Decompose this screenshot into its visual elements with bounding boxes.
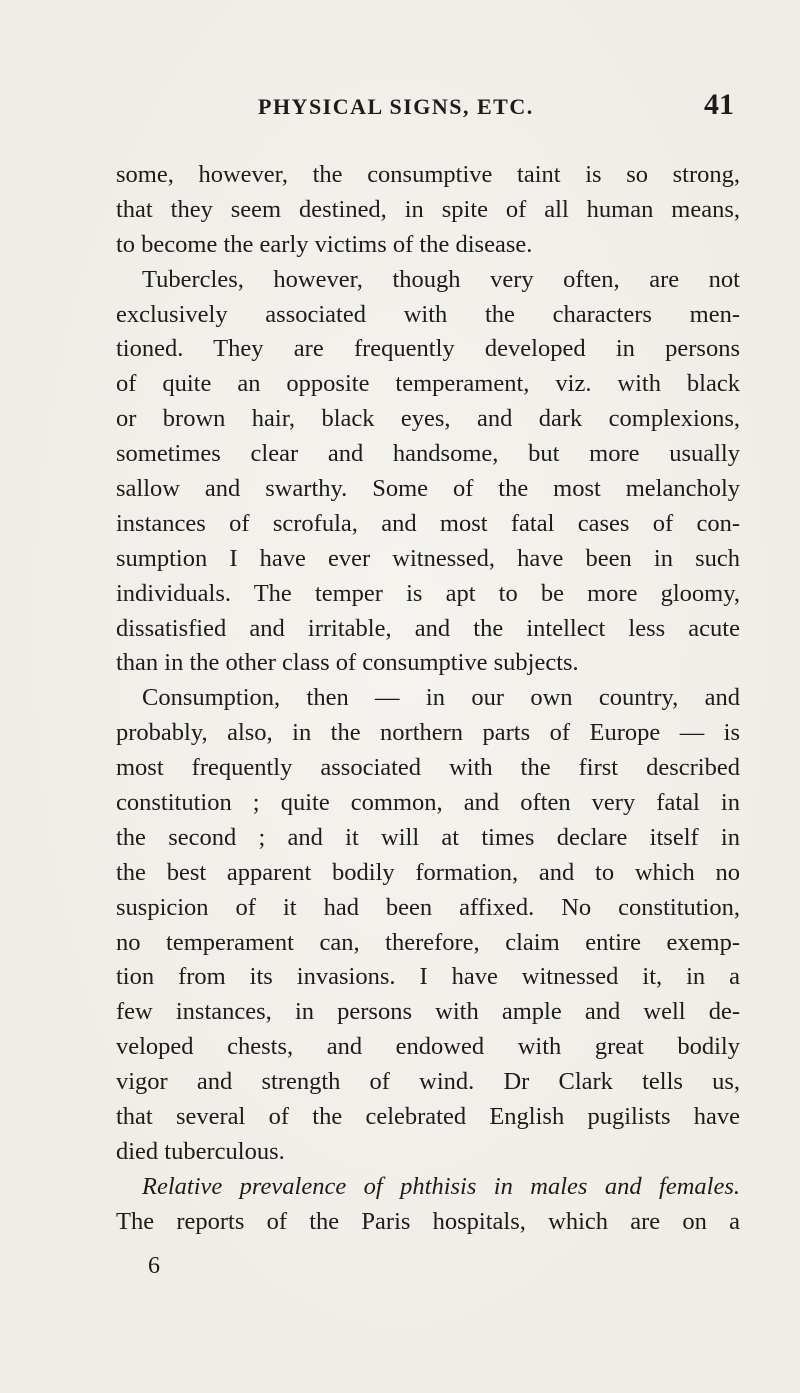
text-line: instances of scrofula, and most fatal cases of con- [116, 509, 740, 537]
text-line: sallow and swarthy. Some of the most melancholy [116, 475, 740, 503]
text-line: died tuberculous. [116, 1137, 285, 1165]
text-line: Consumption, then — in our own country, and [142, 684, 740, 712]
text-line: than in the other class of consumptive subjects. [116, 649, 579, 677]
text-line: to become the early victims of the disease. [116, 230, 533, 258]
text-line: few instances, in persons with ample and well de- [116, 998, 740, 1026]
text-line: no temperament can, therefore, claim entire exemp- [116, 928, 740, 956]
text-line: tion from its invasions. I have witnessed it, in a [116, 963, 740, 991]
text-line: vigor and strength of wind. Dr Clark tells us, [116, 1068, 740, 1096]
text-line: most frequently associated with the first described [116, 754, 740, 782]
signature-mark: 6 [148, 1253, 160, 1279]
text-line: individuals. The temper is apt to be more gloomy, [116, 579, 740, 607]
text-line: that several of the celebrated English pugilists have [116, 1103, 740, 1131]
text-line: of quite an opposite temperament, viz. with black [116, 370, 740, 398]
text-line: sometimes clear and handsome, but more usually [116, 440, 740, 468]
text-line: sumption I have ever witnessed, have been in such [116, 544, 740, 572]
body-text [116, 158, 740, 1240]
text-line: tioned. They are frequently developed in persons [116, 335, 740, 363]
text-line: some, however, the consumptive taint is so strong, [116, 161, 740, 188]
text-line: The reports of the Paris hospitals, which are on a [116, 1207, 740, 1235]
section-heading-line: Relative prevalence of phthisis in males and females. [142, 1172, 740, 1200]
running-head: PHYSICAL SIGNS, ETC. [258, 94, 534, 119]
text-line: that they seem destined, in spite of all human means, [116, 195, 740, 223]
text-line: constitution ; quite common, and often very fatal in [116, 789, 740, 817]
page-number: 41 [704, 88, 734, 121]
text-line: the second ; and it will at times declare itself in [116, 823, 740, 851]
text-line: probably, also, in the northern parts of Europe — is [116, 719, 740, 747]
text-line: the best apparent bodily formation, and to which no [116, 858, 740, 886]
text-line: veloped chests, and endowed with great bodily [116, 1033, 740, 1061]
text-line: or brown hair, black eyes, and dark complexions, [116, 405, 740, 433]
text-line: dissatisfied and irritable, and the intellect less acute [116, 614, 740, 642]
page-header [116, 88, 740, 128]
text-line: exclusively associated with the characters men- [116, 300, 740, 328]
text-line: suspicion of it had been affixed. No constitution, [116, 893, 740, 921]
text-line: Tubercles, however, though very often, are not [142, 265, 740, 293]
